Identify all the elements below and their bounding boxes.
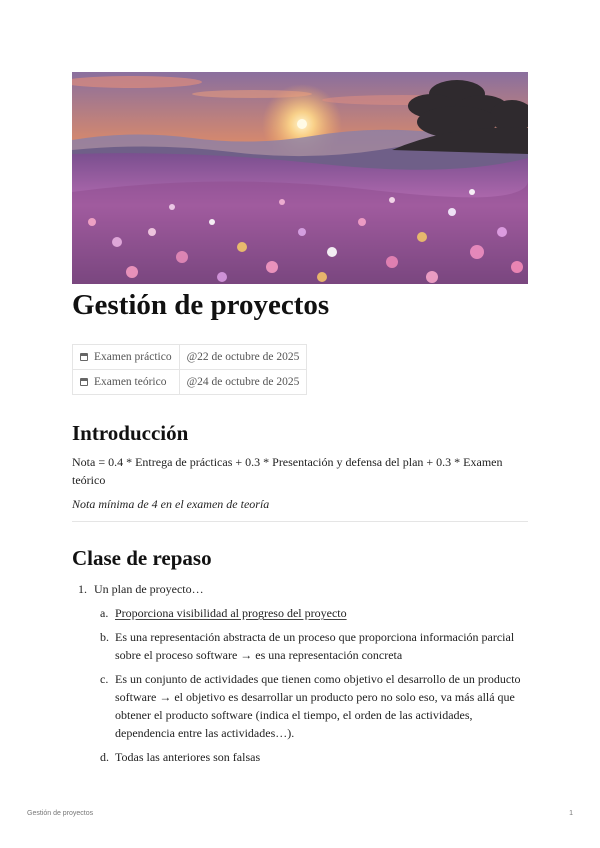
question-number: 1. bbox=[78, 582, 87, 596]
question-list bbox=[72, 580, 528, 766]
option-item bbox=[94, 748, 528, 766]
page bbox=[72, 72, 528, 772]
property-row bbox=[73, 345, 307, 370]
property-label: Examen teórico bbox=[94, 376, 167, 388]
option-item bbox=[94, 670, 528, 742]
page-footer bbox=[27, 810, 573, 817]
property-value[interactable]: @22 de octubre de 2025 bbox=[179, 345, 307, 370]
calendar-icon bbox=[80, 378, 88, 386]
page-title: Gestión de proyectos bbox=[72, 289, 330, 321]
intro-heading: Introducción bbox=[72, 421, 189, 445]
grade-formula: Nota = 0.4 * Entrega de prácticas + 0.3 * Presentación y defensa del plan + 0.3 * Examen teórico bbox=[72, 455, 503, 487]
property-label-cell bbox=[73, 370, 180, 395]
property-label: Examen práctico bbox=[94, 351, 172, 363]
option-letter: b. bbox=[100, 630, 109, 644]
option-letter: c. bbox=[100, 672, 109, 686]
property-value[interactable]: @24 de octubre de 2025 bbox=[179, 370, 307, 395]
calendar-icon bbox=[80, 353, 88, 361]
footer-title: Gestión de proyectos bbox=[27, 810, 94, 817]
property-row bbox=[73, 370, 307, 395]
option-list bbox=[94, 604, 528, 766]
option-text: Es un conjunto de actividades que tienen como objetivo el desarrollo de un producto software → el objetivo es desarrollar un producto pero no solo eso, va más allá que obtener el producto software (indica el tiempo, el orden de las actividades, dependencia entre las actividades…). bbox=[115, 672, 521, 740]
question-text: Un plan de proyecto… bbox=[94, 582, 204, 596]
cover-image bbox=[72, 72, 528, 284]
option-item bbox=[94, 604, 528, 622]
option-text: Todas las anteriores son falsas bbox=[115, 750, 261, 764]
option-text: Es una representación abstracta de un proceso que proporciona información parcial sobre el proceso software → es una representación concreta bbox=[115, 630, 515, 662]
repaso-heading: Clase de repaso bbox=[72, 546, 212, 570]
footer-page-number: 1 bbox=[569, 810, 573, 817]
min-grade-note: Nota mínima de 4 en el examen de teoría bbox=[72, 497, 270, 511]
properties-table bbox=[72, 344, 307, 395]
option-letter: d. bbox=[100, 750, 109, 764]
question-item bbox=[72, 580, 528, 766]
divider bbox=[72, 521, 528, 522]
option-item bbox=[94, 628, 528, 664]
option-letter: a. bbox=[100, 606, 109, 620]
option-text: Proporciona visibilidad al progreso del proyecto bbox=[115, 606, 347, 620]
property-label-cell bbox=[73, 345, 180, 370]
